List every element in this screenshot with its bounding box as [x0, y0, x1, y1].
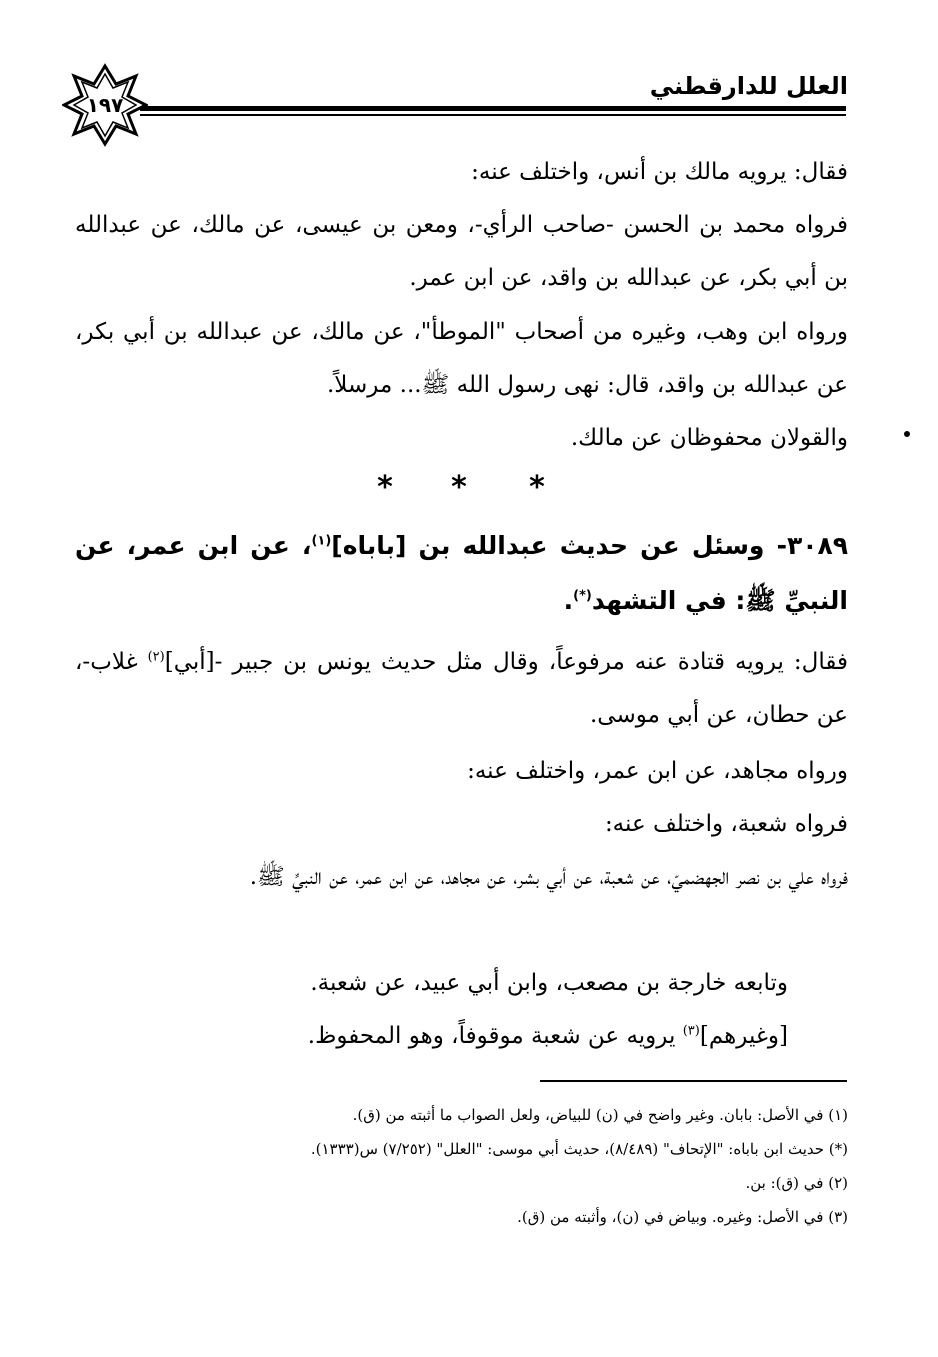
footnote: (٣) في الأصل: وغيره. وبياض في (ن)، وأثبته من (ق).	[517, 1208, 848, 1226]
heading-text: ، عن ابن عمر، عن النبيِّ ﷺ: في التشهد	[75, 531, 848, 615]
paragraph: فقال: يرويه مالك بن أنس، واختلف عنه:	[471, 159, 848, 185]
margin-dot	[904, 431, 910, 437]
heading-text: .	[563, 586, 574, 615]
paragraph: والقولان محفوظان عن مالك.	[570, 425, 848, 451]
book-title: العلل للدارقطني	[649, 72, 848, 100]
page-number: ١٩٧	[86, 93, 124, 117]
section-separator	[0, 470, 938, 506]
paragraph: ورواه مجاهد، عن ابن عمر، واختلف عنه:	[467, 758, 848, 784]
paragraph-text: يرويه عن شعبة موقوفاً، وهو المحفوظ.	[307, 1023, 683, 1049]
footnote-ref: (١)	[311, 533, 332, 549]
header-rule	[140, 106, 846, 117]
paragraph: وتابعه خارجة بن مصعب، وابن أبي عبيد، عن شعبة.	[310, 970, 788, 996]
footnotes	[75, 1098, 848, 1234]
paragraph: ورواه ابن وهب، وغيره من أصحاب "الموطأ"، عن مالك، عن عبدالله بن أبي بكر، عن عبدالله بن واقد، قال: نهى رسول الله ﷺ... مرسلاً.	[75, 319, 848, 398]
footnote-ref: (٣)	[682, 1023, 700, 1039]
paragraph-text: فقال: يرويه قتادة عنه مرفوعاً، وقال مثل حديث يونس بن جبير -[أبي]	[164, 649, 848, 675]
footnote: (١) في الأصل: بابان. وغير واضح في (ن) للبياض، ولعل الصواب ما أثبته من (ق).	[352, 1106, 848, 1124]
paragraph-text: [وغيرهم]	[699, 1023, 788, 1049]
separator-star: *	[377, 470, 393, 505]
paragraph: فرواه شعبة، واختلف عنه:	[604, 811, 848, 837]
separator-star: *	[451, 470, 467, 505]
hadith-heading	[75, 518, 848, 628]
footnote-ref: (٢)	[147, 649, 165, 665]
footnote: (٢) في (ق): بن.	[745, 1174, 848, 1192]
footnote: (*) حديث ابن باباه: "الإتحاف" (٨/٤٨٩)، حديث أبي موسى: "العلل" (٧/٢٥٢) س(١٣٣٣).	[310, 1140, 848, 1158]
footnote-separator	[540, 1080, 847, 1082]
paragraph-text: غلاب-، عن حطان، عن أبي موسى.	[75, 649, 848, 728]
paragraph	[75, 1010, 788, 1063]
footnote-ref: (*)	[573, 588, 592, 604]
paragraph: فرواه محمد بن الحسن -صاحب الرأي-، ومعن بن عيسى، عن مالك، عن عبدالله بن أبي بكر، عن عبدالله بن واقد، عن ابن عمر.	[75, 212, 848, 291]
header-rule-thick	[140, 106, 846, 111]
page-number-badge	[62, 62, 148, 148]
separator-star: *	[529, 470, 545, 505]
header-rule-thin	[140, 114, 846, 116]
heading-text: ٣٠٨٩- وسئل عن حديث عبدالله بن [باباه]	[331, 531, 848, 560]
paragraph	[75, 636, 848, 742]
paragraph: فرواه علي بن نصر الجهضميّ، عن شعبة، عن أبي بشر، عن مجاهد، عن ابن عمر، عن النبيِّ ﷺ.	[249, 864, 848, 890]
